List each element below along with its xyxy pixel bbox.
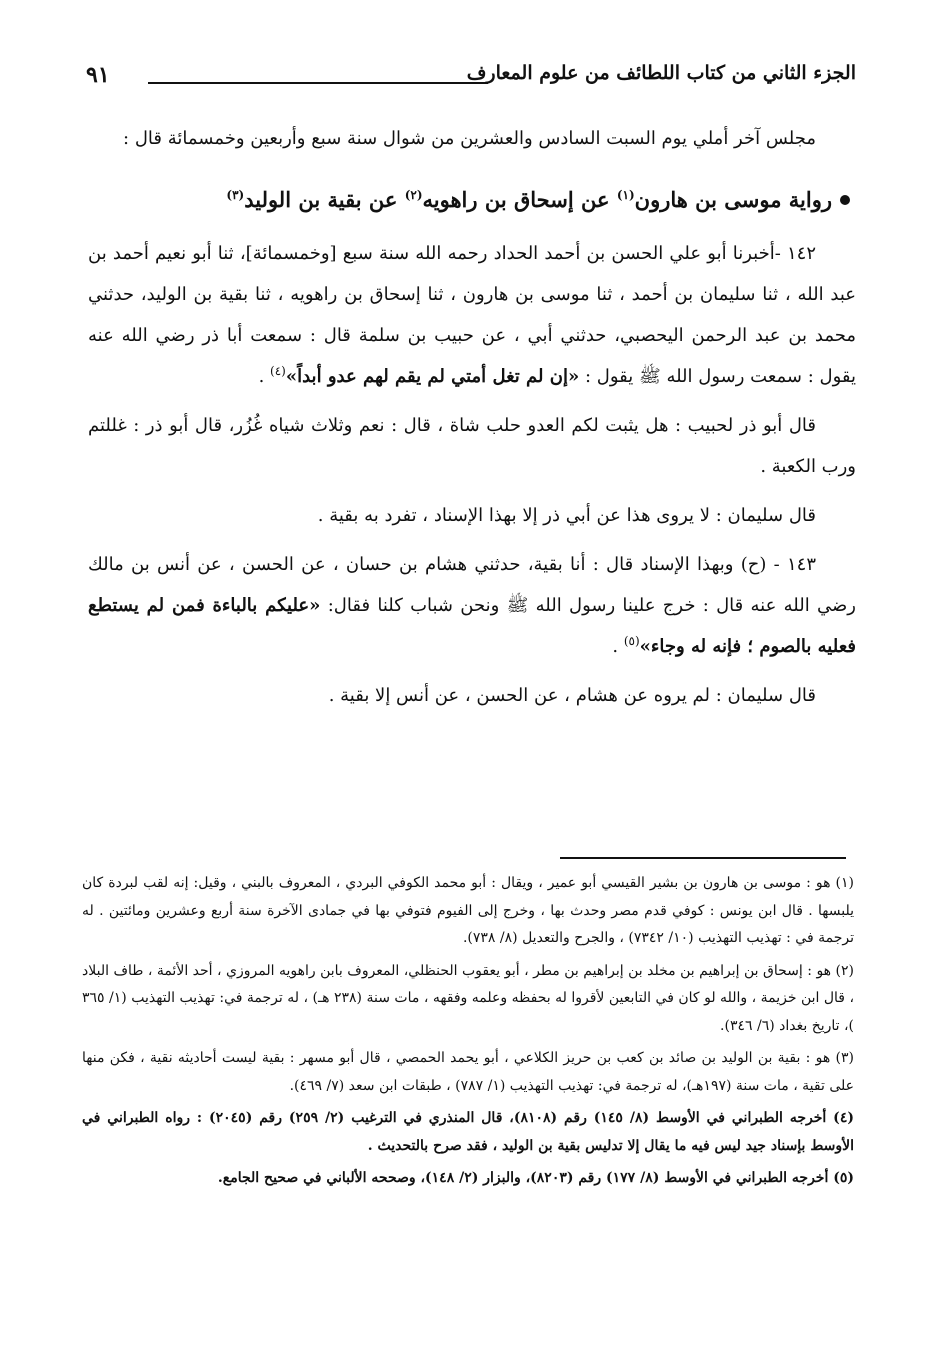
footnote-2: (٢) هو : إسحاق بن إبراهيم بن مخلد بن إبراهيم بن مطر ، أبو يعقوب الحنظلي، المعروف بابن راهويه المروزي ، أحد الأئمة ، طاف البلاد ، قال ابن خزيمة ، والله لو كان في التابعين لأقروا له بحفظه وعلمه وفقهه ، مات سنة (٢٣٨ هـ) ، له ترجمة في: تهذيب التهذيب (١/ ٣٦٥ )، تاريخ بغداد (٦/ ٣٤٦).: [82, 962, 854, 1034]
bullet-icon: [840, 195, 850, 205]
footnote-4: (٤) أخرجه الطبراني في الأوسط (٨/ ١٤٥) رقم (٨١٠٨)، قال المنذري في الترغيب (٢/ ٢٥٩) رقم (٢٠٤٥) : رواه الطبراني في الأوسط بإسناد جيد ليس فيه ما يقال إلا تدليس بقية بن الوليد ، فقد صرح بالتحديث .: [82, 1110, 854, 1154]
footnote-1: (١) هو : موسى بن هارون بن بشير القيسي أبو عمير ، ويقال : أبو محمد الكوفي البردي ، المعروف بالبني ، وقيل: إنه لقب لبردة كان يلبسها . قال ابن يونس : كوفي قدم مصر وحدث بها ، وخرج إلى الفيوم فتوفي بها في جمادى الآخرة سنة أربع وعشرين ومائتين . له ترجمة في : تهذيب التهذيب (١٠/ ٧٣٤٢) ، والجرح والتعديل (٨/ ٧٣٨).: [82, 875, 854, 946]
hadith-143-end: .: [612, 636, 624, 657]
hadith-142-matn: «إن لم تغل أمتي لم يقم لهم عدو أبداً»: [285, 366, 580, 387]
section-heading: [88, 181, 856, 219]
heading-part-2: عن إسحاق بن راهويه: [422, 187, 617, 212]
hadith-143-matn: «عليكم بالباءة فمن لم يستطع فعليه بالصوم ؛ فإنه له وجاء»: [88, 595, 856, 657]
footnote-ref-4[interactable]: (٤): [270, 364, 286, 378]
hadith-142-isnad: ١٤٢ -أخبرنا أبو علي الحسن بن أحمد الحداد رحمه الله سنة سبع [وخمسمائة]، ثنا أبو نعيم أحمد بن عبد الله ، ثنا سليمان بن أحمد ، ثنا موسى بن هارون ، ثنا إسحاق بن راهويه ، ثنا بقية بن الوليد، حدثني محمد بن عبد الرحمن اليحصبي، حدثني أبي ، عن حبيب بن سلمة قال : سمعت أبا ذر رضي الله عنه يقول : سمعت رسول الله ﷺ يقول :: [88, 243, 856, 387]
session-intro: مجلس آخر أملي يوم السبت السادس والعشرين من شوال سنة سبع وأربعين وخمسمائة قال :: [123, 128, 816, 149]
page-header: [80, 62, 856, 98]
header-rule: [148, 82, 488, 84]
hadith-142: [88, 233, 856, 397]
heading-part-3: عن بقية بن الوليد: [244, 187, 405, 212]
footnote-5: (٥) أخرجه الطبراني في الأوسط (٨/ ١٧٧) رقم (٨٢٠٣)، والبزار (٢/ ١٤٨)، وصححه الألباني في صحيح الجامع.: [217, 1170, 854, 1186]
hadith-143-isnad: ١٤٣ - (ح) وبهذا الإسناد قال : أنا بقية، حدثني هشام بن حسان ، عن الحسن ، عن أنس بن مالك رضي الله عنه قال : خرج علينا رسول الله ﷺ ونحن شباب كلنا فقال:: [88, 554, 856, 616]
sulayman-remark-1: قال سليمان : لا يروى هذا عن أبي ذر إلا بهذا الإسناد ، تفرد به بقية .: [317, 505, 816, 526]
main-text: [88, 118, 856, 724]
hadith-142-end: .: [258, 366, 271, 387]
footnote-separator: [560, 857, 846, 859]
page-number: ٩١: [86, 62, 110, 88]
abu-dharr-paragraph: قال أبو ذر لحبيب : هل يثبت لكم العدو حلب شاة ، قال : نعم وثلاث شياه غُزُر، قال أبو ذر : غللتم ورب الكعبة .: [88, 415, 856, 477]
running-title: الجزء الثاني من كتاب اللطائف من علوم المعارف: [466, 62, 856, 84]
footnote-ref-1[interactable]: (١): [616, 188, 635, 202]
heading-part-1: رواية موسى بن هارون: [634, 187, 832, 212]
footnote-ref-3[interactable]: (٣): [226, 188, 245, 202]
footnotes: [82, 870, 854, 1198]
footnote-ref-5[interactable]: (٥): [623, 634, 640, 648]
footnote-3: (٣) هو : بقية بن الوليد بن صائد بن كعب بن حريز الكلاعي ، أبو يحمد الحمصي ، قال أبو مسهر : بقية ليست أحاديثه نقية ، فكن منها على تقية ، مات سنة (١٩٧هـ)، له ترجمة في: تهذيب التهذيب (١/ ٧٨٧) ، طبقات ابن سعد (٧/ ٤٦٩).: [82, 1050, 854, 1094]
sulayman-remark-2: قال سليمان : لم يروه عن هشام ، عن الحسن ، عن أنس إلا بقية .: [328, 685, 816, 706]
hadith-143: [88, 544, 856, 667]
footnote-ref-2[interactable]: (٢): [404, 188, 423, 202]
